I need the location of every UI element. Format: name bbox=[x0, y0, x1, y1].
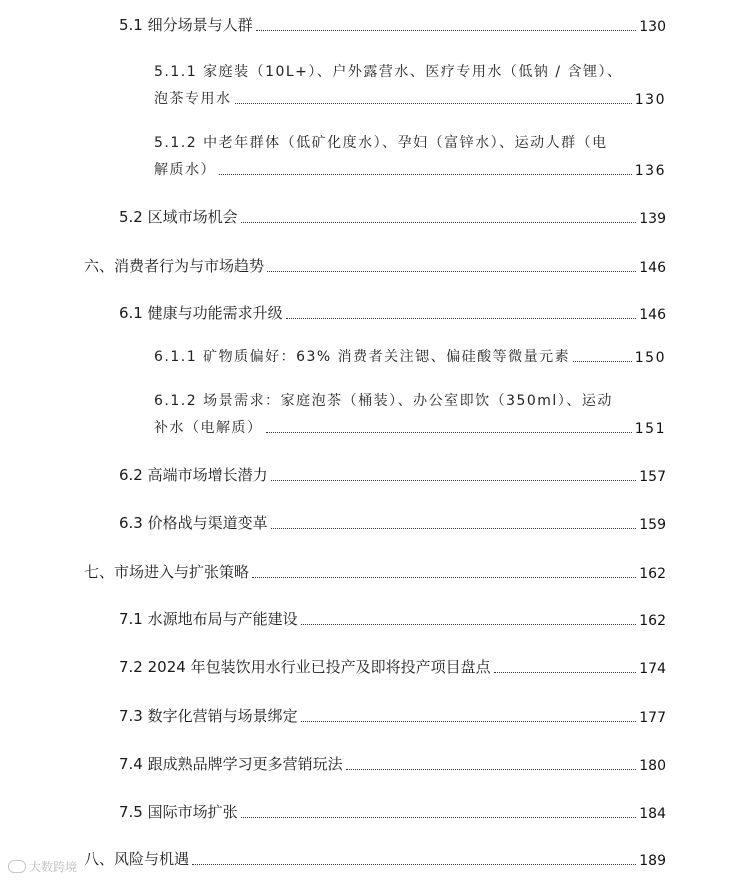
toc-entry[interactable] bbox=[119, 512, 666, 533]
toc-entry-title: 六、消费者行为与市场趋势 bbox=[84, 257, 265, 275]
leader-dots bbox=[346, 769, 637, 770]
toc-entry-title: 7.3 数字化营销与场景绑定 bbox=[119, 707, 298, 725]
toc-entry-title: 七、市场进入与扩张策略 bbox=[84, 563, 250, 581]
leader-dots bbox=[267, 271, 636, 272]
toc-entry-title-line1[interactable]: 5.1.1 家庭装（10L+）、户外露营水、医疗专用水（低钠 / 含锂）、 bbox=[154, 64, 623, 80]
leader-dots bbox=[252, 577, 636, 578]
toc-entry-title-line1[interactable]: 5.1.2 中老年群体（低矿化度水）、孕妇（富锌水）、运动人群（电 bbox=[154, 135, 608, 151]
toc-page-number: 159 bbox=[639, 517, 666, 533]
leader-dots bbox=[241, 817, 637, 818]
toc-entry-title: 6.1.1 矿物质偏好：63% 消费者关注锶、偏硅酸等微量元素 bbox=[154, 349, 571, 365]
watermark-text: 大数跨境 bbox=[29, 860, 78, 874]
toc-page-number: 189 bbox=[639, 853, 666, 869]
leader-dots bbox=[301, 624, 637, 625]
toc-page-number: 174 bbox=[639, 661, 666, 677]
toc-entry-title: 7.2 2024 年包装饮用水行业已投产及即将投产项目盘点 bbox=[119, 658, 491, 676]
leader-dots bbox=[192, 864, 636, 865]
leader-dots bbox=[301, 721, 637, 722]
toc-entry[interactable] bbox=[119, 206, 666, 227]
leader-dots bbox=[266, 432, 632, 433]
toc-page-number: 136 bbox=[634, 163, 666, 179]
toc-page-number: 130 bbox=[639, 19, 666, 35]
watermark bbox=[8, 858, 77, 875]
leader-dots bbox=[241, 222, 637, 223]
leader-dots bbox=[256, 30, 637, 31]
toc-entry[interactable] bbox=[154, 159, 666, 179]
toc-entry[interactable] bbox=[119, 753, 666, 774]
toc-entry[interactable] bbox=[154, 88, 666, 108]
toc-entry[interactable] bbox=[84, 561, 666, 582]
leader-dots bbox=[271, 480, 637, 481]
toc-page-number: 162 bbox=[639, 613, 666, 629]
toc-entry-title: 5.2 区域市场机会 bbox=[119, 208, 238, 226]
leader-dots bbox=[219, 174, 632, 175]
toc-page-number: 139 bbox=[639, 211, 666, 227]
toc-entry[interactable] bbox=[119, 705, 666, 726]
toc-entry[interactable] bbox=[119, 656, 666, 677]
leader-dots bbox=[286, 318, 637, 319]
leader-dots bbox=[271, 528, 637, 529]
toc-entry[interactable] bbox=[119, 14, 666, 35]
toc-entry[interactable] bbox=[119, 608, 666, 629]
toc-entry-title: 7.5 国际市场扩张 bbox=[119, 803, 238, 821]
toc-page-number: 146 bbox=[639, 307, 666, 323]
toc-page-number: 146 bbox=[639, 260, 666, 276]
logo-icon bbox=[8, 860, 26, 873]
toc-entry[interactable] bbox=[119, 464, 666, 485]
toc-entry-title: 6.1 健康与功能需求升级 bbox=[119, 304, 283, 322]
toc-entry-title: 7.1 水源地布局与产能建设 bbox=[119, 610, 298, 628]
toc-entry-title-line2: 补水（电解质） bbox=[154, 420, 263, 436]
toc-entry[interactable] bbox=[119, 801, 666, 822]
toc-page-number: 162 bbox=[639, 566, 666, 582]
toc-entry-title: 6.2 高端市场增长潜力 bbox=[119, 466, 268, 484]
leader-dots bbox=[573, 361, 632, 362]
toc-entry[interactable] bbox=[154, 417, 666, 437]
toc-entry-title: 5.1 细分场景与人群 bbox=[119, 16, 253, 34]
toc-page-number: 130 bbox=[634, 92, 666, 108]
toc-page-number: 184 bbox=[639, 806, 666, 822]
leader-dots bbox=[494, 672, 637, 673]
toc-page-number: 157 bbox=[639, 469, 666, 485]
toc-page-number: 150 bbox=[634, 350, 666, 366]
toc-entry[interactable] bbox=[154, 346, 666, 366]
toc-entry[interactable] bbox=[119, 302, 666, 323]
leader-dots bbox=[235, 103, 632, 104]
toc-entry-title-line2: 泡茶专用水 bbox=[154, 91, 232, 107]
toc-entry-title-line1[interactable]: 6.1.2 场景需求：家庭泡茶（桶装）、办公室即饮（350ml）、运动 bbox=[154, 393, 613, 409]
toc-entry-title-line2: 解质水） bbox=[154, 162, 216, 178]
toc-page-number: 180 bbox=[639, 758, 666, 774]
toc-entry[interactable] bbox=[84, 255, 666, 276]
toc-entry[interactable] bbox=[84, 848, 666, 869]
toc-entry-title: 八、风险与机遇 bbox=[84, 850, 190, 868]
toc-entry-title: 6.3 价格战与渠道变革 bbox=[119, 514, 268, 532]
toc-page-number: 177 bbox=[639, 710, 666, 726]
toc-page-number: 151 bbox=[634, 421, 666, 437]
toc-entry-title: 7.4 跟成熟品牌学习更多营销玩法 bbox=[119, 755, 343, 773]
